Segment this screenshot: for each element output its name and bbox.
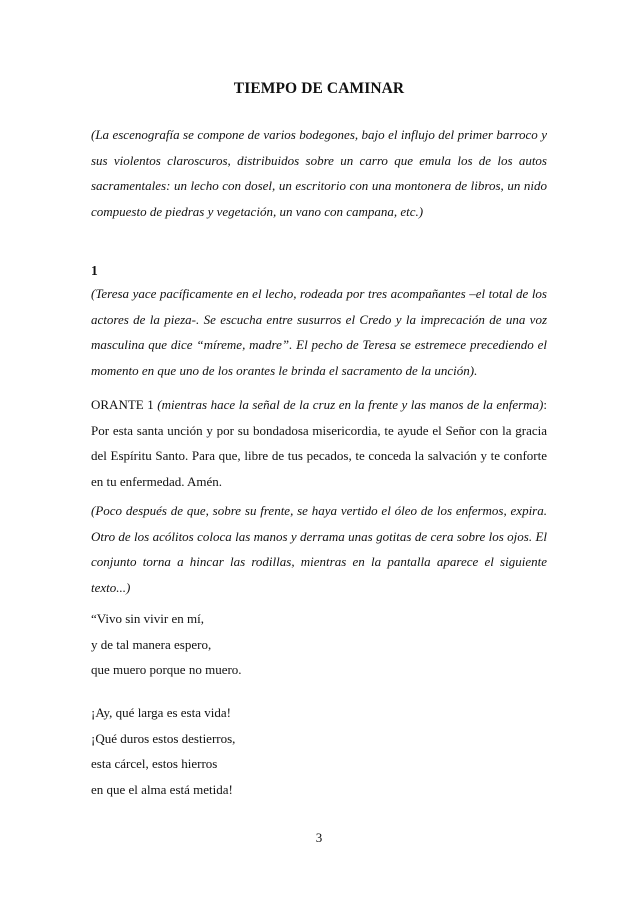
verse-stanza-1 [91,606,547,683]
speaker-colon: : [543,397,547,412]
verse-line: ¡Ay, qué larga es esta vida! [91,705,231,720]
stage-direction-after: (Poco después de que, sobre su frente, se haya vertido el óleo de los enfermos, expira. Otro de los acólitos coloca las manos y derrama unas gotitas de cera sobre los ojos. El conjunto torna a hincar las rodillas, mientras en la pantalla aparece el siguiente texto...) [91,503,547,595]
intro-stage-direction: (La escenografía se compone de varios bodegones, bajo el influjo del primer barroco y sus violentos claroscuros, distribuidos sobre un carro que emula los de los autos sacramentales: un lecho con dosel, un escritorio con una montonera de libros, un nido compuesto de piedras y vegetación, un vano con campana, etc.) [91,127,547,219]
scene-number: 1 [91,263,98,278]
scene-stage-direction: (Teresa yace pacíficamente en el lecho, rodeada por tres acompañantes –el total de los actores de la pieza-. Se escucha entre susurros el Credo y la imprecación de una voz masculina que dice “míreme, madre”. El pecho de Teresa se estremece precediendo el momento en que uno de los orantes le brinda el sacramento de la unción). [91,286,547,378]
speaker-speech: Por esta santa unción y por su bondadosa misericordia, te ayude el Señor con la gracia del Espíritu Santo. Para que, libre de tus pecados, te conceda la salvación y te conforte en tu enfermedad. Amén. [91,422,547,489]
orante-paragraph [91,392,547,494]
verse-line: y de tal manera espero, [91,636,212,652]
speaker-direction: (mientras hace la señal de la cruz en la frente y las manos de la enferma) [157,397,544,412]
verse-line: que muero porque no muero. [91,662,242,678]
verse-line: “Vivo sin vivir en mí, [91,611,204,626]
verse-line: en que el alma está metida! [91,781,233,797]
speaker-name: ORANTE 1 [91,397,154,412]
verse-stanza-2 [91,700,547,802]
verse-line: ¡Qué duros estos destierros, [91,730,236,746]
document-title: TIEMPO DE CAMINAR [233,80,405,97]
page-number: 3 [315,830,323,845]
verse-line: esta cárcel, estos hierros [91,756,218,772]
